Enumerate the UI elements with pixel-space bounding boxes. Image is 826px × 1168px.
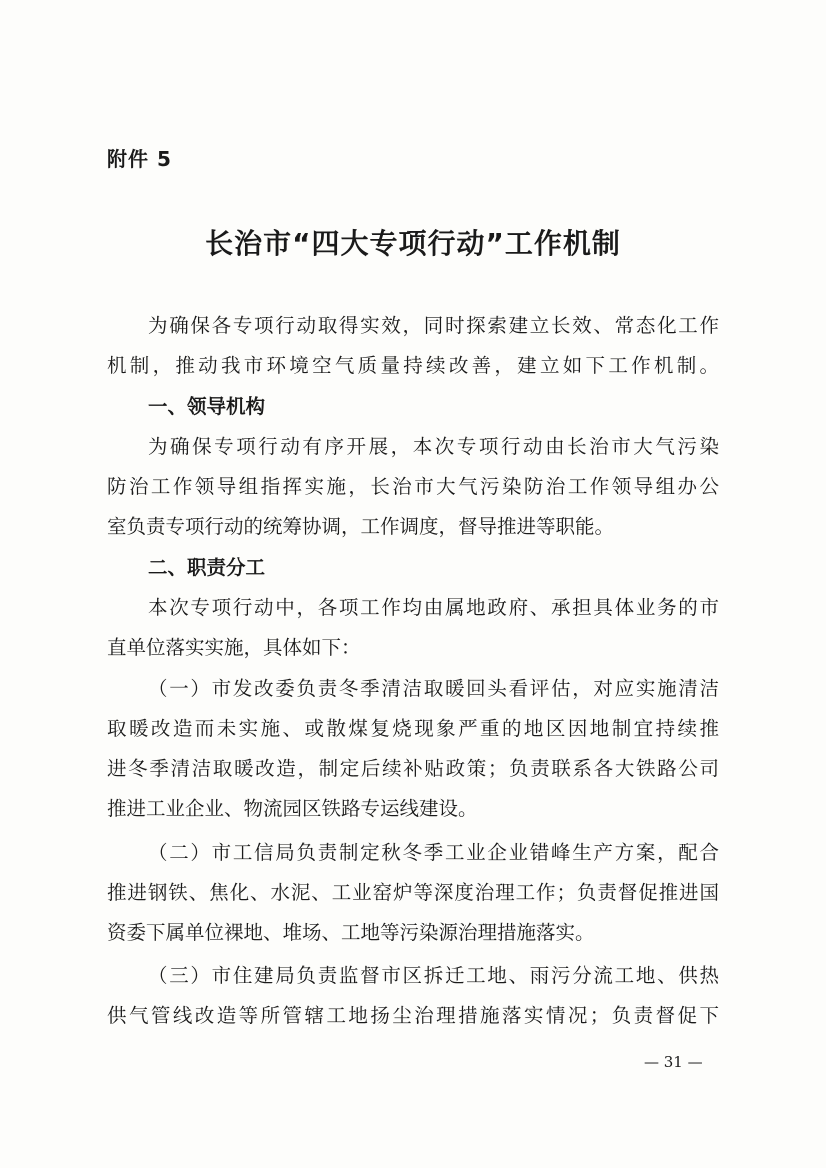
item3-line-2: 供气管线改造等所管辖工地扬尘治理措施落实情况；负责督促下 bbox=[107, 1004, 719, 1027]
intro-line-2: 机制，推动我市环境空气质量持续改善，建立如下工作机制。 bbox=[107, 354, 719, 377]
item1-line-2: 取暖改造而未实施、或散煤复烧现象严重的地区因地制宜持续推 bbox=[107, 717, 719, 740]
section-heading-duties: 二、职责分工 bbox=[148, 556, 266, 579]
item1-line-1: （一）市发改委负责冬季清洁取暖回头看评估，对应实施清洁 bbox=[148, 677, 719, 700]
section2-line-2: 直单位落实实施，具体如下： bbox=[107, 636, 361, 659]
attachment-label: 附件 5 bbox=[107, 147, 172, 171]
page-number: — 31 — bbox=[644, 1053, 703, 1071]
item2-line-3: 资委下属单位裸地、堆场、工地等污染源治理措施落实。 bbox=[107, 921, 595, 944]
section-heading-leadership: 一、领导机构 bbox=[148, 395, 266, 418]
section1-line-2: 防治工作领导组指挥实施，长治市大气污染防治工作领导组办公 bbox=[107, 475, 719, 498]
item3-line-1: （三）市住建局负责监督市区拆迁工地、雨污分流工地、供热 bbox=[148, 964, 719, 987]
item1-line-3: 进冬季清洁取暖改造，制定后续补贴政策；负责联系各大铁路公司 bbox=[107, 757, 719, 780]
item2-line-1: （二）市工信局负责制定秋冬季工业企业错峰生产方案，配合 bbox=[148, 841, 719, 864]
document-title: 长治市“四大专项行动”工作机制 bbox=[205, 227, 621, 260]
item2-line-2: 推进钢铁、焦化、水泥、工业窑炉等深度治理工作；负责督促推进国 bbox=[107, 881, 719, 904]
intro-line-1: 为确保各专项行动取得实效，同时探索建立长效、常态化工作 bbox=[148, 314, 719, 337]
section1-line-3: 室负责专项行动的统筹协调，工作调度，督导推进等职能。 bbox=[107, 515, 615, 538]
item1-line-4: 推进工业企业、物流园区铁路专运线建设。 bbox=[107, 797, 478, 820]
section1-line-1: 为确保专项行动有序开展，本次专项行动由长治市大气污染 bbox=[148, 435, 719, 458]
section2-line-1: 本次专项行动中，各项工作均由属地政府、承担具体业务的市 bbox=[148, 596, 719, 619]
